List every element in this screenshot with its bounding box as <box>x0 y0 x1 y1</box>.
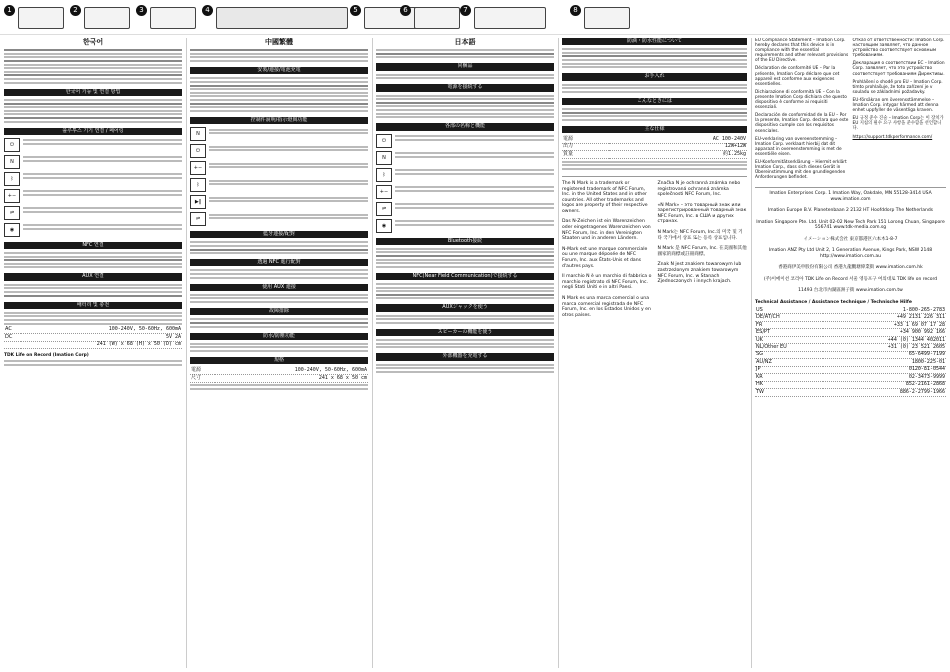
address: 11493 台北市內湖區洲子街 www.imation.com.tw <box>798 288 903 294</box>
legal-column <box>755 38 946 668</box>
volume-icon: +− <box>4 189 20 203</box>
compliance-text: Отказ от ответственности: Imation Corp. настоящим заявляет, что данное устройство соответствует основным требованиям. <box>852 38 945 59</box>
japanese-column <box>376 38 554 668</box>
chinese-column <box>190 38 368 668</box>
table-row: 尺寸 241 x 68 x 50 cm <box>191 374 367 381</box>
step-strip <box>0 0 950 35</box>
japanese-section-header: 外部機器を充電する <box>376 353 554 360</box>
compliance-text: EU-verklaring van overeenstemming – Imation Corp. verklaart hierbij dat dit apparaat in overeenstemming is met de essentiële eisen. <box>755 136 842 157</box>
chinese-section-header: 控制件說明/指示燈與功能 <box>190 117 368 124</box>
power-icon: ⏻ <box>190 144 206 158</box>
address: 香港商伊美申股份有限公司 香港九龍觀塘偉業街 www.imation.com.hk <box>778 265 923 271</box>
aux-icon: ◉ <box>376 219 392 233</box>
step-6: 6 <box>400 5 462 29</box>
trademark-text: Značka N je ochranná známka nebo registrovaná ochranná známka společnosti NFC Forum, Inc. <box>657 180 741 198</box>
step-1: 1 <box>4 5 66 29</box>
chinese-section-header: 使用 AUX 連接 <box>190 284 368 291</box>
trademark-text: N-Mark est une marque commerciale ou une marque déposée de NFC Forum, Inc. aux États-Unis et dans d'autres pays. <box>562 246 648 269</box>
support-url-link[interactable]: https://support.tdkperformance.com/ <box>852 134 933 140</box>
support-phone-table <box>755 307 946 397</box>
table-row: TW 886-2-2799-1966 <box>756 388 945 395</box>
korean-column <box>4 38 182 668</box>
chinese-title: 中國繁體 <box>265 38 293 46</box>
japanese-section-header: NFC(Near Field Communication)で接続する <box>376 273 554 280</box>
japanese-spec-table <box>562 136 747 159</box>
japanese-continued-column <box>562 38 747 668</box>
table-row: FR +33 1 69 07 17 28 <box>756 321 945 328</box>
table-row: AC 100-240V, 50-60Hz, 600mA <box>5 325 181 332</box>
usb-icon: ⇌ <box>4 206 20 220</box>
nfc-icon: N <box>190 127 206 141</box>
japanese-title: 日本語 <box>454 38 476 46</box>
table-row: US 1-800-265-2783 <box>756 306 945 313</box>
table-row: ES/PT +34 900 992 166 <box>756 329 945 336</box>
trademark-text: N Mark es una marca comercial o una marca comercial registrada de NFC Forum, Inc. en los Estados Unidos y en otros países. <box>562 296 651 318</box>
korean-spec-table <box>4 326 182 349</box>
compliance-text: EU 규정 준수 진술 – Imation Corp는 이 장치가 EU 지침의 필수 요구 사항을 준수함을 선언합니다. <box>852 116 944 132</box>
korean-section-header: 블루투스 기기 연결 / 페어링 <box>4 128 182 135</box>
chinese-section-header: 安裝/連接/電池充電 <box>190 67 368 74</box>
table-row: NL/Other EU +31 (0) 23 521 2605 <box>756 343 945 350</box>
japanese-section-header: 主な仕様 <box>562 126 747 133</box>
compliance-text: Déclaration de conformité UE – Par la présente, Imation Corp déclare que cet appareil est conforme aux exigences essentielles. <box>755 66 840 87</box>
volume-icon: +− <box>376 185 392 199</box>
japanese-section-header: Bluetooth接続 <box>376 238 554 245</box>
step-4: 4 <box>202 5 352 29</box>
table-row: JP 0120-81-0544 <box>756 366 945 373</box>
address: Imation ANZ Pty Ltd Unit 2, 1 Generation Avenue, Kings Park, NSW 2148 http://www.imation.com.au <box>768 248 933 259</box>
trademark-text: «N Mark» – это товарный знак или зарегистрированный товарный знак NFC Forum, Inc. в США и других странах. <box>657 202 747 225</box>
table-row: DC 5V 2A <box>5 333 181 340</box>
compliance-text: EU-Konformitätserklärung – Hiermit erklärt Imation Corp., dass sich dieses Gerät in Übereinstimmung mit den grundlegenden Anforderungen befindet. <box>755 159 847 181</box>
japanese-section-header: こんなときには <box>562 98 747 105</box>
trademark-text: N Mark 是 NFC Forum, Inc. 在美國和其他國家的商標或註冊商標。 <box>657 246 747 257</box>
japanese-section-header: スピーカーの機能を使う <box>376 329 554 336</box>
korean-section-header: AUX 연결 <box>4 273 182 280</box>
step-2: 2 <box>70 5 132 29</box>
korean-section-header: 한국어 기능 및 연결 방법 <box>4 89 182 96</box>
japanese-section-header: 各部の名称と機能 <box>376 123 554 130</box>
step-5: 5 <box>350 5 440 29</box>
table-row: SG 65-6499-7199 <box>756 351 945 358</box>
chinese-section-header: 規格 <box>190 357 368 364</box>
compliance-text: Dichiarazione di conformità UE – Con la presente Imation Corp dichiara che questo dispositivo è conforme ai requisiti essenziali. <box>755 89 847 111</box>
korean-title: 한국어 <box>82 38 104 46</box>
trademark-text: Il marchio N è un marchio di fabbrica o marchio registrato di NFC Forum, Inc. negli Stati Uniti e in altri Paesi. <box>562 274 652 291</box>
trademark-text: N Mark는 NFC Forum, Inc.의 미국 및 기타 국가에서 상표 또는 등록 상표입니다. <box>657 230 743 241</box>
table-row: KR 02-3473-9999 <box>756 373 945 380</box>
table-row: 質量 約1.25kg <box>563 151 746 158</box>
compliance-text: Декларация о соответствии ЕС – Imation Corp. заявляет, что это устройство соответствует требованиям Директивы. <box>852 61 945 77</box>
table-row: DE/AT/CH +49 2131 226 311 <box>756 314 945 321</box>
nfc-icon: N <box>376 151 392 165</box>
table-row: HK 852-2161-2868 <box>756 381 945 388</box>
trademark-text: Das N-Zeichen ist ein Warenzeichen oder eingetragenes Warenzeichen von NFC Forum, Inc. in den Vereinigten Staaten und in anderen Ländern. <box>562 219 651 242</box>
bluetooth-icon: ᛒ <box>4 172 20 186</box>
chinese-section-header: 藍牙連接/配對 <box>190 231 368 238</box>
table-row: 出力 12W+12W <box>563 143 746 150</box>
table-row: UK +44 (0) 1344 402011 <box>756 336 945 343</box>
address: (주)이메이션 코리아 TDK Life on Record 서울 영등포구 여의대로 TDK life on record <box>763 276 938 282</box>
step-8: 8 <box>570 5 632 29</box>
support-title: Technical Assistance / Assistance technique / Technische Hilfe <box>755 299 912 305</box>
address: Imation Singapore Pte. Ltd. Unit 02-02 New Tech Park 151 Lorong Chuan, Singapore 556741 www.tdk-media.com.sg <box>756 219 945 231</box>
japanese-section-header: AUXジャックを使う <box>376 304 554 311</box>
table-row: AU/NZ 1800-225-01 <box>756 358 945 365</box>
aux-icon: ◉ <box>4 223 20 237</box>
trademark-text: The N Mark is a trademark or registered trademark of NFC Forum, Inc. in the United States and in other countries. All other trademarks and logos are property of their respective owners. <box>562 180 648 214</box>
usb-icon: ⇌ <box>190 212 206 226</box>
nfc-icon: N <box>4 155 20 169</box>
address: Imation Enterprises Corp. 1 Imation Way, Oakdale, MN 55128-3414 USA www.imation.com <box>769 191 932 202</box>
korean-section-header: 배터리 및 충전 <box>4 302 182 309</box>
chinese-spec-table <box>190 367 368 382</box>
step-7: 7 <box>460 5 550 29</box>
address: Imation Europe B.V. Planetenbaan 2 2132 HT Hoofddorp The Netherlands <box>767 208 934 214</box>
usb-icon: ⇌ <box>376 202 392 216</box>
japanese-section-header: 同梱品 <box>376 63 554 70</box>
bluetooth-icon: ᛒ <box>376 168 392 182</box>
compliance-text: EU Compliance Statement – Imation Corp. hereby declares that this device is in compliance with the essential requirements and other relevant provisions of the EU Directive. <box>755 38 849 64</box>
chinese-section-header: 透過 NFC 進行配對 <box>190 259 368 266</box>
japanese-section-header: 防滴・防水性能について <box>562 38 747 45</box>
table-row: 電源 100-240V, 50-60Hz, 600mA <box>191 367 367 374</box>
address: イメーション株式会社 東京都港区六本木1-8-7 <box>803 236 898 242</box>
power-icon: ⏻ <box>4 138 20 152</box>
japanese-section-header: 電源を接続する <box>376 84 554 91</box>
trademark-text: Znak N jest znakiem towarowym lub zastrzeżonym znakiem towarowym NFC Forum, Inc. w Stanach Zjednoczonych i innych krajach. <box>657 262 742 285</box>
address-block <box>755 187 946 294</box>
korean-section-header: NFC 연결 <box>4 242 182 249</box>
compliance-text: Prohlášení o shodě pro EU – Imation Corp. tímto prohlašuje, že toto zařízení je v souladu se základními požadavky. <box>852 79 943 95</box>
power-icon: ⏻ <box>376 134 392 148</box>
chinese-section-header: 故障排除 <box>190 308 368 315</box>
japanese-section-header: お手入れ <box>562 73 747 80</box>
table-row: 241 (W) x 68 (H) x 50 (D) cm <box>4 341 182 349</box>
compliance-text: EU-försäkran om överensstämmelse – Imation Corp. intygar härmed att denna enhet uppfyller de väsentliga kraven. <box>852 97 939 114</box>
step-3: 3 <box>136 5 198 29</box>
compliance-text: Declaración de conformidad de la EU – Por la presente, Imation Corp. declara que este dispositivo cumple con los requisitos esenciales. <box>755 113 849 134</box>
korean-footer: TDK Life on Record (Imation Corp) <box>4 353 89 359</box>
chinese-section-header: 防水/防塵功能 <box>190 333 368 340</box>
table-row: 電源 AC 100-240V <box>563 135 746 142</box>
trademark-block <box>562 176 747 323</box>
volume-icon: +− <box>190 161 206 175</box>
bluetooth-icon: ᛒ <box>190 178 206 192</box>
play-pause-icon: ▶‖ <box>190 195 206 209</box>
